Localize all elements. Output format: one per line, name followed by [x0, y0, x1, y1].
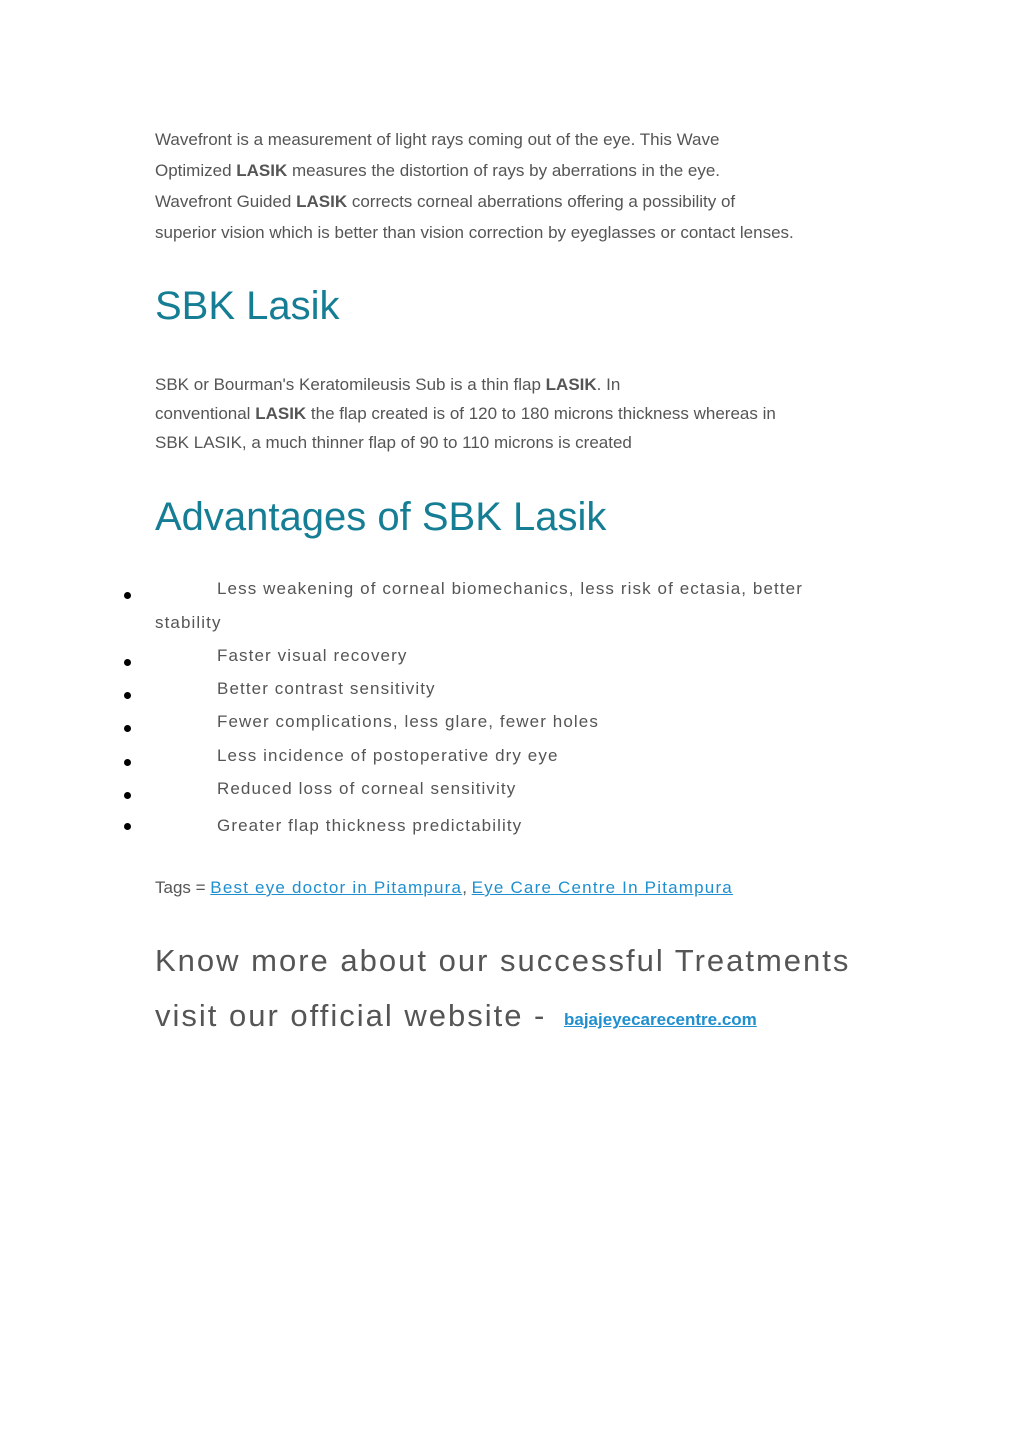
- list-item: [0, 645, 1024, 669]
- list-item: [0, 815, 1024, 839]
- cta-line-1: Know more about our successful Treatments: [155, 943, 851, 978]
- lasik-bold: LASIK: [545, 375, 597, 394]
- bullet-icon: [124, 592, 131, 599]
- advantage-text: Faster visual recovery: [217, 646, 408, 665]
- intro-line-2-pre: Optimized: [155, 161, 237, 180]
- sbk-line-2-post: the flap created is of 120 to 180 microns thickness whereas in: [306, 404, 776, 423]
- advantage-text: Less weakening of corneal biomechanics, less risk of ectasia, better: [217, 579, 804, 598]
- lasik-bold: LASIK: [296, 192, 348, 211]
- bullet-icon: [124, 659, 131, 666]
- sbk-line-2: [155, 399, 875, 428]
- intro-line-4: superior vision which is better than vision correction by eyeglasses or contact lenses.: [155, 223, 794, 242]
- bullet-icon: [124, 692, 131, 699]
- lasik-bold: LASIK: [236, 161, 288, 180]
- advantage-text: Less incidence of postoperative dry eye: [217, 746, 559, 765]
- bullet-icon: [124, 725, 131, 732]
- advantage-text: Reduced loss of corneal sensitivity: [217, 779, 517, 798]
- intro-line-2: [155, 155, 875, 186]
- tags-line: [155, 876, 733, 900]
- list-item: [0, 711, 1024, 735]
- sbk-lasik-heading: SBK Lasik: [155, 284, 340, 328]
- advantages-heading: Advantages of SBK Lasik: [155, 495, 607, 539]
- list-item: [0, 745, 1024, 769]
- intro-line-3-pre: Wavefront Guided: [155, 192, 297, 211]
- advantage-text: Greater flap thickness predictability: [217, 816, 523, 835]
- intro-line-3: [155, 186, 875, 217]
- list-item: [0, 678, 1024, 702]
- sbk-line-3: SBK LASIK, a much thinner flap of 90 to 110 microns is created: [155, 433, 632, 452]
- cta-line-2: visit our official website -: [155, 998, 547, 1033]
- bullet-icon: [124, 759, 131, 766]
- intro-line-3-post: corrects corneal aberrations offering a possibility of: [347, 192, 736, 211]
- tags-prefix: Tags =: [155, 878, 211, 897]
- intro-line-1: Wavefront is a measurement of light rays coming out of the eye. This Wave: [155, 130, 720, 149]
- advantage-text: Fewer complications, less glare, fewer holes: [217, 712, 599, 731]
- wavefront-paragraph: [155, 124, 875, 248]
- sbk-paragraph: [155, 370, 875, 457]
- sbk-line-1: [155, 370, 875, 399]
- sbk-line-2-pre: conventional: [155, 404, 256, 423]
- list-item: [0, 778, 1024, 802]
- bullet-icon: [124, 823, 131, 830]
- bullet-icon: [124, 792, 131, 799]
- tag-link-eye-care-centre[interactable]: Eye Care Centre In Pitampura: [471, 878, 733, 897]
- website-link[interactable]: bajajeyecarecentre.com: [564, 1010, 757, 1029]
- tags-separator: ,: [462, 878, 472, 897]
- sbk-line-1-post: . In: [596, 375, 621, 394]
- tag-link-best-eye-doctor[interactable]: Best eye doctor in Pitampura: [210, 878, 463, 897]
- list-item: [0, 578, 1024, 632]
- sbk-line-1-pre: SBK or Bourman's Keratomileusis Sub is a thin flap: [155, 375, 546, 394]
- intro-line-2-post: measures the distortion of rays by aberrations in the eye.: [287, 161, 721, 180]
- lasik-bold: LASIK: [255, 404, 307, 423]
- advantage-text-continued: stability: [155, 613, 222, 632]
- advantage-text: Better contrast sensitivity: [217, 679, 436, 698]
